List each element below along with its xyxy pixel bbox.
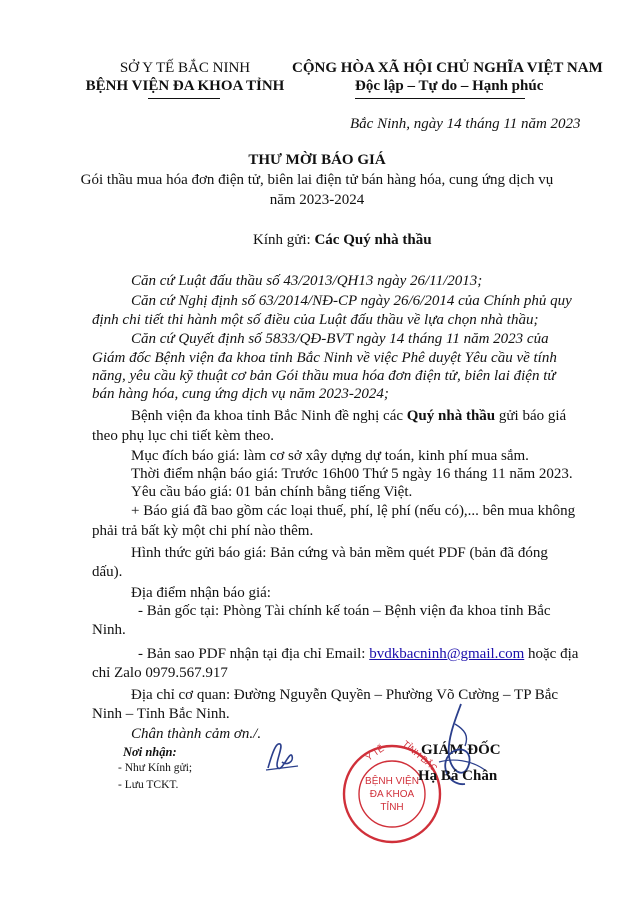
purpose: Mục đích báo giá: làm cơ sở xây dựng dự toán, kinh phí mua sắm. [131, 448, 529, 464]
basis-3-line-3: năng, yêu cầu kỹ thuật cơ bản Gói thầu mua hóa đơn điện tử, biên lai điện tử [92, 368, 556, 384]
request-text-c: gửi báo giá [495, 408, 567, 424]
motto: Độc lập – Tự do – Hạnh phúc [355, 78, 544, 94]
greeting-prefix: Kính gửi: [253, 232, 315, 248]
doc-subtitle-1: Gói thầu mua hóa đơn điện tử, biên lai điện tử bán hàng hóa, cung ứng dịch vụ [80, 172, 554, 188]
agency-name: BỆNH VIỆN ĐA KHOA TỈNH [85, 78, 285, 94]
recipient-item-2: - Lưu TCKT. [118, 779, 179, 791]
pdf-line-2: chỉ Zalo 0979.567.917 [92, 665, 228, 681]
pdf-text-a: - Bản sao PDF nhận tại địa chỉ Email: [138, 646, 370, 662]
basis-3-line-1: Căn cứ Quyết định số 5833/QĐ-BVT ngày 14 tháng 11 năm 2023 của [131, 331, 549, 347]
greeting-recipient: Các Quý nhà thầu [314, 232, 432, 248]
stamp-ring-top: Y TẾ [363, 743, 386, 763]
date-line: Bắc Ninh, ngày 14 tháng 11 năm 2023 [350, 116, 581, 132]
motto-underline [355, 98, 525, 99]
recipients-label: Nơi nhận: [123, 745, 177, 759]
stamp-ring-right: TỈNH BẮC [400, 738, 440, 774]
stamp-line-1: BỆNH VIỆN [365, 776, 419, 787]
pdf-line-1 [138, 646, 578, 663]
deadline: Thời điểm nhận báo giá: Trước 16h00 Thứ 5 ngày 16 tháng 11 năm 2023. [131, 466, 573, 482]
initial-signature-icon [262, 736, 302, 776]
doc-subtitle-2: năm 2023-2024 [269, 192, 365, 208]
recipient-item-1: - Như Kính gửi; [118, 762, 193, 774]
signature-name: Hạ Bá Chân [418, 768, 498, 784]
form-line-2: dấu). [92, 564, 123, 580]
request-line-2: theo phụ lục chi tiết kèm theo. [92, 428, 275, 444]
tax-line-2: phải trả bất kỳ một chi phí nào thêm. [92, 523, 314, 539]
basis-2-line-1: Căn cứ Nghị định số 63/2014/NĐ-CP ngày 26/6/2014 của Chính phủ quy [131, 293, 572, 309]
request-bidders: Quý nhà thầu [406, 408, 496, 424]
basis-3-line-2: Giám đốc Bệnh viện đa khoa tỉnh Bắc Ninh về việc Phê duyệt Yêu cầu về tính [92, 350, 557, 366]
address-line-1: Địa chỉ cơ quan: Đường Nguyễn Quyền – Phường Võ Cường – TP Bắc [131, 687, 559, 703]
nation-title: CỘNG HÒA XÃ HỘI CHỦ NGHĨA VIỆT NAM [292, 60, 603, 76]
basis-3-line-4: bán hàng hóa, cung ứng dịch vụ năm 2023-2024; [92, 386, 389, 402]
stamp-line-3: TỈNH [380, 802, 404, 813]
basis-2-line-2: định chi tiết thi hành một số điều của Luật đấu thầu về lựa chọn nhà thầu; [92, 312, 539, 328]
greeting [253, 232, 432, 249]
tax-line-1: + Báo giá đã bao gồm các loại thuế, phí, lệ phí (nếu có),... bên mua không [131, 503, 576, 519]
request-text-a: Bệnh viện đa khoa tỉnh Bắc Ninh đề nghị các [131, 408, 407, 424]
doc-title: THƯ MỜI BÁO GIÁ [248, 152, 386, 168]
form-line-1: Hình thức gửi báo giá: Bản cứng và bản mềm quét PDF (bản đã đóng [131, 545, 548, 561]
stamp-line-2: ĐA KHOA [369, 789, 415, 800]
request-line-1 [131, 408, 566, 425]
email-link[interactable]: bvdkbacninh@gmail.com [369, 646, 525, 662]
agency-top: SỞ Y TẾ BẮC NINH [119, 60, 251, 76]
original-line-2: Ninh. [92, 622, 126, 638]
pdf-text-b: hoặc địa [524, 646, 579, 662]
basis-1: Căn cứ Luật đấu thầu số 43/2013/QH13 ngày 26/11/2013; [131, 273, 483, 289]
original-line-1: - Bản gốc tại: Phòng Tài chính kế toán – Bệnh viện đa khoa tỉnh Bắc [138, 603, 551, 619]
signature-role: GIÁM ĐỐC [421, 742, 501, 758]
thanks: Chân thành cảm ơn./. [131, 726, 262, 742]
agency-underline [148, 98, 220, 99]
place-title: Địa điểm nhận báo giá: [131, 585, 271, 601]
address-line-2: Ninh – Tỉnh Bắc Ninh. [92, 706, 230, 722]
requirement: Yêu cầu báo giá: 01 bản chính bằng tiếng Việt. [131, 484, 413, 500]
